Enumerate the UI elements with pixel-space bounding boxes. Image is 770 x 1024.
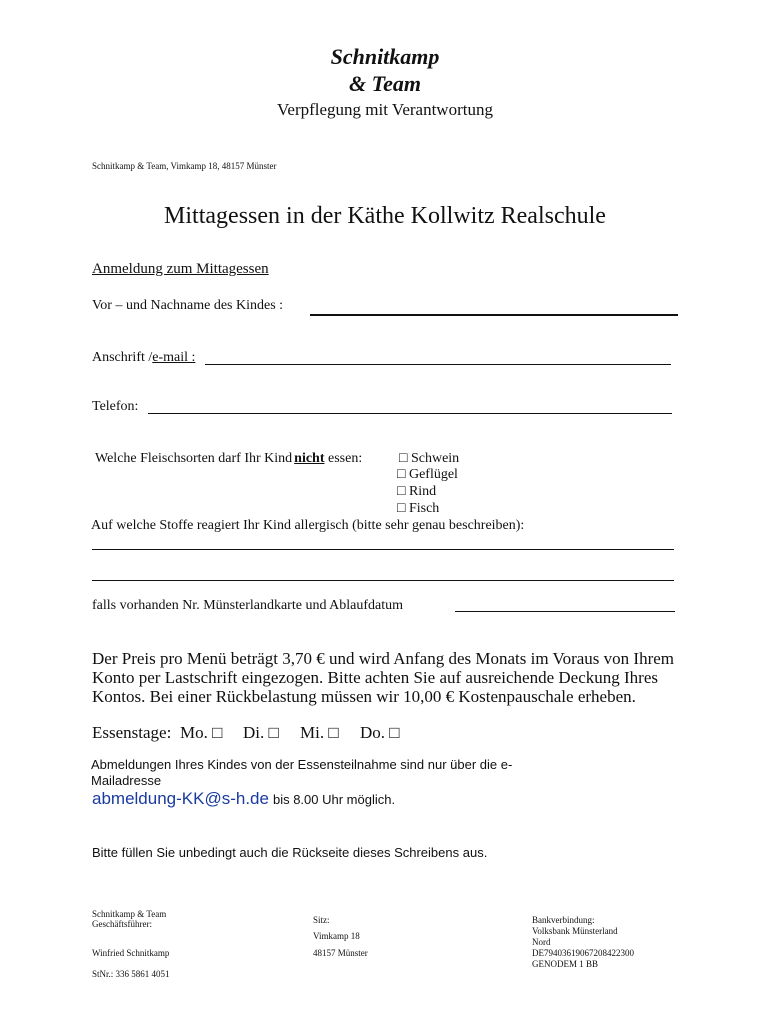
footer-city: 48157 Münster: [313, 948, 368, 958]
footer-company: Schnitkamp & Team: [92, 909, 167, 919]
section-heading: Anmeldung zum Mittagessen: [92, 261, 269, 277]
sender-address: Schnitkamp & Team, Vimkamp 18, 48157 Münster: [92, 161, 277, 171]
document-title: Mittagessen in der Käthe Kollwitz Realschule: [164, 203, 606, 229]
footer-bank-region: Nord: [532, 937, 551, 947]
meat-option-poultry[interactable]: □ Geflügel: [397, 467, 458, 482]
meat-option-beef[interactable]: □ Rind: [397, 484, 437, 499]
cancel-line-1: Abmeldungen Ihres Kindes von der Essensteilnahme sind nur über die e-: [91, 757, 513, 772]
footer-manager-label: Geschäftsführer:: [92, 919, 152, 929]
phone-field-line[interactable]: [148, 413, 672, 414]
address-label: [92, 350, 195, 366]
meat-question-suffix: essen:: [328, 451, 363, 466]
day-monday[interactable]: Mo. □: [180, 723, 223, 742]
tagline: Verpflegung mit Verantwortung: [277, 100, 493, 119]
allergy-line-1[interactable]: [92, 549, 674, 550]
meat-question-emph: nicht: [294, 451, 325, 466]
cancel-email-link[interactable]: abmeldung-KK@s-h.de: [92, 789, 269, 808]
name-field-line[interactable]: [310, 314, 678, 316]
day-tuesday[interactable]: Di. □: [243, 723, 279, 742]
name-label: Vor – und Nachname des Kindes :: [92, 298, 284, 313]
brand-name: Schnitkamp: [330, 44, 440, 69]
card-label: falls vorhanden Nr. Münsterlandkarte und Ablaufdatum: [92, 598, 404, 613]
footer-bank-name: Volksbank Münsterland: [532, 926, 618, 936]
footer-bic: GENODEM 1 BB: [532, 959, 599, 969]
meat-question: [95, 451, 362, 467]
footer-manager-name: Winfried Schnitkamp: [92, 948, 170, 958]
days-label: Essenstage:: [92, 723, 172, 742]
cancel-email-row: [92, 789, 395, 809]
address-field-line[interactable]: [205, 364, 671, 365]
day-thursday[interactable]: Do. □: [360, 723, 400, 742]
meat-option-fish[interactable]: □ Fisch: [397, 501, 440, 516]
day-wednesday[interactable]: Mi. □: [300, 723, 339, 742]
cancel-suffix: bis 8.00 Uhr möglich.: [272, 792, 396, 807]
footer-iban: DE79403619067208422300: [532, 948, 634, 958]
footer-tax-number: StNr.: 336 5861 4051: [92, 969, 170, 979]
price-line-2: Konto per Lastschrift eingezogen. Bitte achten Sie auf ausreichende Deckung Ihres: [92, 668, 658, 687]
footer-bank-label: Bankverbindung:: [532, 915, 595, 925]
price-line-3: Kontos. Bei einer Rückbelastung müssen wir 10,00 € Kostenpauschale erheben.: [92, 687, 636, 706]
allergy-line-2[interactable]: [92, 580, 674, 581]
footer-seat-label: Sitz:: [313, 915, 330, 925]
meat-option-pork[interactable]: □ Schwein: [399, 451, 460, 466]
address-label-email: e-mail :: [152, 350, 196, 365]
allergy-label: Auf welche Stoffe reagiert Ihr Kind allergisch (bitte sehr genau beschreiben):: [91, 518, 525, 533]
price-line-1: Der Preis pro Menü beträgt 3,70 € und wird Anfang des Monats im Voraus von Ihrem: [92, 649, 675, 668]
card-field-line[interactable]: [455, 611, 675, 612]
address-label-prefix: Anschrift /: [92, 350, 153, 365]
brand-team: & Team: [349, 71, 421, 96]
phone-label: Telefon:: [92, 399, 139, 414]
reminder-text: Bitte füllen Sie unbedingt auch die Rückseite dieses Schreibens aus.: [92, 845, 488, 860]
cancel-line-2: Mailadresse: [91, 773, 162, 788]
footer-street: Vimkamp 18: [313, 931, 360, 941]
meat-question-prefix: Welche Fleischsorten darf Ihr Kind: [95, 451, 293, 466]
